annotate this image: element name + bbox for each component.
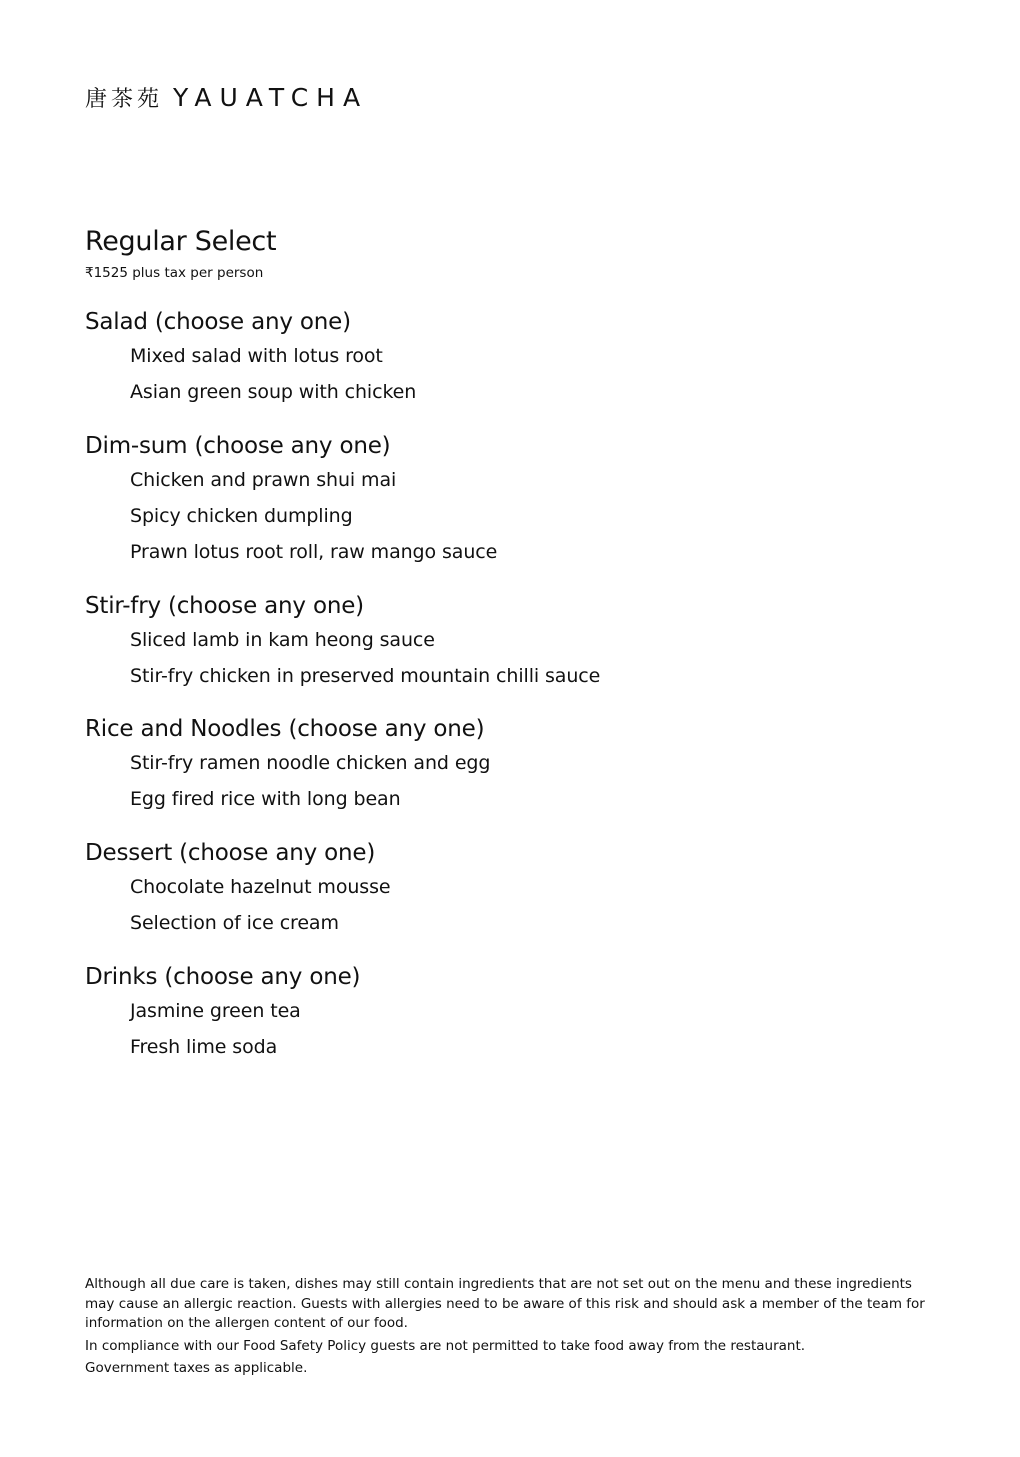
menu-title: Regular Select [85, 226, 277, 257]
section-heading: Dim-sum (choose any one) [85, 433, 391, 459]
logo-english-text: YAUATCHA [173, 82, 369, 112]
section-heading: Salad (choose any one) [85, 309, 351, 335]
menu-section-dim-sum [85, 430, 497, 570]
menu-section-rice-noodles [85, 713, 490, 817]
section-items [85, 869, 390, 941]
menu-item: Stir-fry ramen noodle chicken and egg [130, 752, 491, 774]
section-items [85, 745, 490, 817]
menu-section-stir-fry [85, 590, 600, 694]
menu-item: Spicy chicken dumpling [130, 505, 353, 527]
allergy-notice: Although all due care is taken, dishes may still contain ingredients that are not set out on the menu and these ingredients may cause an allergic reaction. Guests with allergies need to be aware of this risk and should ask a member of the team for information on the allergen content of our food. [85, 1276, 925, 1331]
menu-item: Mixed salad with lotus root [130, 345, 383, 367]
food-safety-notice: In compliance with our Food Safety Policy guests are not permitted to take food away from the restaurant. [85, 1337, 806, 1354]
section-heading: Dessert (choose any one) [85, 840, 376, 866]
menu-item: Stir-fry chicken in preserved mountain chilli sauce [130, 665, 601, 687]
section-heading: Drinks (choose any one) [85, 964, 361, 990]
menu-item: Jasmine green tea [130, 1000, 301, 1022]
restaurant-logo [85, 80, 368, 114]
section-items [85, 622, 600, 694]
menu-item: Fresh lime soda [130, 1036, 278, 1058]
menu-section-salad [85, 306, 416, 410]
menu-item: Asian green soup with chicken [130, 381, 417, 403]
menu-item: Chocolate hazelnut mousse [130, 876, 391, 898]
section-items [85, 338, 416, 410]
section-items [85, 462, 497, 570]
menu-section-dessert [85, 837, 390, 941]
section-heading: Stir-fry (choose any one) [85, 593, 364, 619]
menu-section-drinks [85, 961, 360, 1065]
menu-item: Chicken and prawn shui mai [130, 469, 397, 491]
footer-notices [85, 1275, 935, 1378]
menu-item: Prawn lotus root roll, raw mango sauce [130, 541, 498, 563]
menu-item: Egg fired rice with long bean [130, 788, 401, 810]
logo-chinese-text: 唐茶苑 [85, 86, 164, 112]
menu-price: ₹1525 plus tax per person [85, 265, 264, 281]
section-items [85, 993, 360, 1065]
section-heading: Rice and Noodles (choose any one) [85, 716, 485, 742]
tax-notice: Government taxes as applicable. [85, 1359, 308, 1376]
menu-item: Selection of ice cream [130, 912, 339, 934]
menu-item: Sliced lamb in kam heong sauce [130, 629, 435, 651]
